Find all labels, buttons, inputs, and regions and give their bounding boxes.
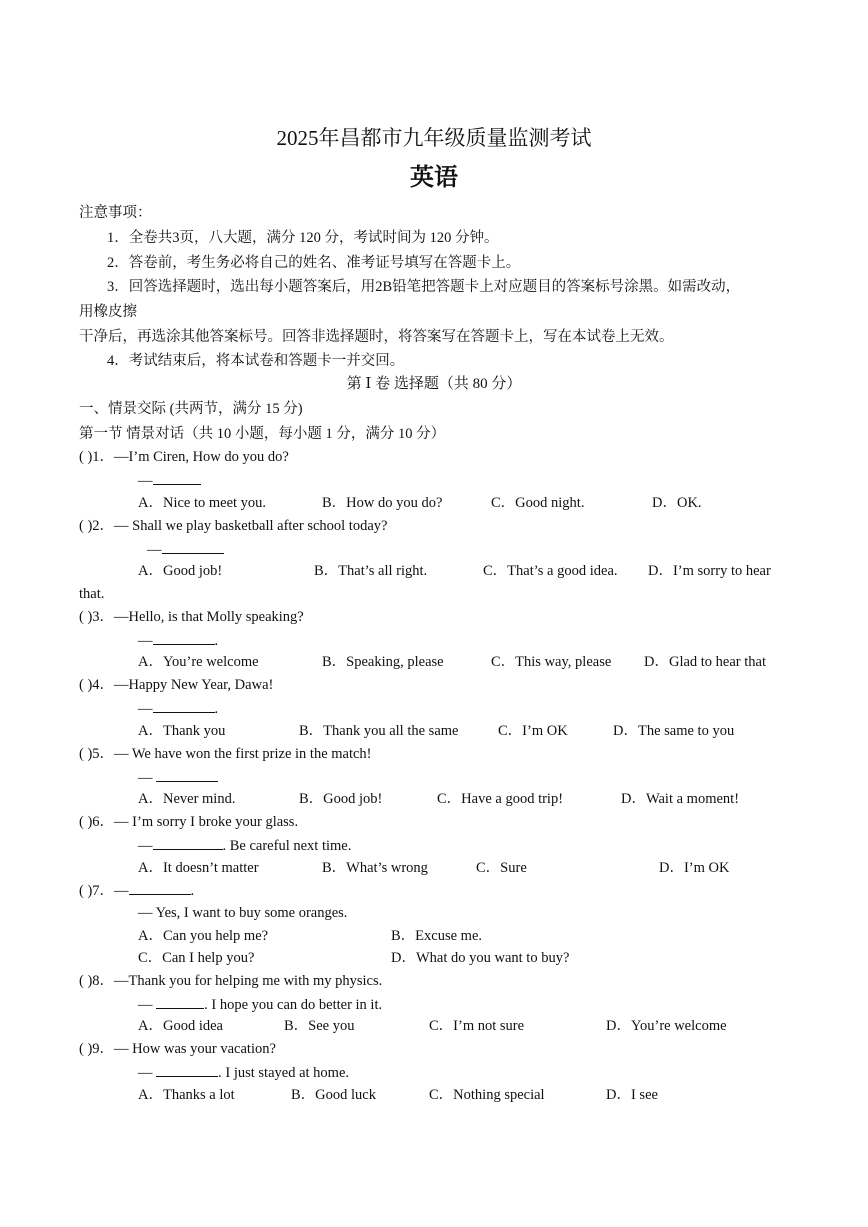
option-b[interactable]: B．That’s all right. — [314, 563, 428, 579]
option-c[interactable]: C．Sure — [476, 860, 527, 876]
reply-line: — . I hope you can do better in it. — [138, 994, 382, 1015]
option-b[interactable]: B．Good luck — [291, 1087, 376, 1103]
answer-blank — [153, 835, 223, 850]
answer-blank — [153, 470, 201, 485]
notes-heading: 注意事项： — [79, 205, 152, 221]
option-a[interactable]: A．Good job! — [138, 563, 223, 579]
reply-line: — . — [138, 698, 218, 719]
option-a[interactable]: A．You’re welcome — [138, 654, 259, 670]
option-a[interactable]: A．Thank you — [138, 723, 226, 739]
exam-title: 2025年昌都市九年级质量监测考试 — [276, 126, 592, 150]
option-d[interactable]: D．Wait a moment! — [621, 791, 740, 807]
option-b[interactable]: B．Speaking, please — [322, 654, 444, 670]
answer-paren[interactable]: ( )8．—Thank you for helping me with my physics. — [79, 973, 383, 989]
option-c[interactable]: C．I’m not sure — [429, 1018, 525, 1034]
part-heading: 一、情景交际 (共两节，满分 15 分) — [79, 401, 303, 417]
option-d[interactable]: D．You’re welcome — [606, 1018, 727, 1034]
option-b[interactable]: B．Thank you all the same — [299, 723, 459, 739]
option-c[interactable]: C．Have a good trip! — [437, 791, 564, 807]
answer-paren[interactable]: ( )9．— How was your vacation? — [79, 1041, 276, 1057]
subpart-heading: 第一节 情景对话（共 10 小题，每小题 1 分，满分 10 分） — [79, 426, 446, 442]
reply-line: — . Be careful next time. — [138, 835, 351, 856]
note-item: 干净后，再选涂其他答案标号。回答非选择题时，将答案写在答题卡上，写在本试卷上无效。 — [79, 329, 674, 345]
option-a[interactable]: A．Thanks a lot — [138, 1087, 235, 1103]
volume-heading: 第 Ⅰ 卷 选择题（共 80 分） — [346, 376, 522, 392]
option-c[interactable]: C．This way, please — [491, 654, 612, 670]
note-item: 3．回答选择题时，选出每小题答案后，用2B铅笔把答题卡上对应题目的答案标号涂黑。如需改动， — [107, 279, 741, 295]
answer-paren[interactable]: ( )4．—Happy New Year, Dawa! — [79, 677, 274, 693]
option-d[interactable]: D．What do you want to buy? — [391, 950, 570, 966]
answer-blank — [162, 539, 224, 554]
option-d[interactable]: D．I see — [606, 1087, 658, 1103]
answer-blank — [129, 880, 191, 895]
answer-paren[interactable]: ( )5．— We have won the first prize in the match! — [79, 746, 372, 762]
answer-blank — [153, 698, 215, 713]
option-wrap: that. — [79, 586, 105, 602]
option-d[interactable]: D．I’m OK — [659, 860, 730, 876]
option-c[interactable]: C．Good night. — [491, 495, 585, 511]
reply-line: — — [138, 767, 218, 788]
option-b[interactable]: B．What’s wrong — [322, 860, 428, 876]
answer-paren[interactable]: ( )7．— . — [79, 880, 194, 901]
note-item: 1．全卷共3页，八大题，满分 120 分，考试时间为 120 分钟。 — [107, 230, 499, 246]
note-item-wrap: 用橡皮擦 — [79, 304, 137, 320]
answer-paren[interactable]: ( )2．— Shall we play basketball after school today? — [79, 518, 388, 534]
answer-blank — [156, 994, 204, 1009]
option-b[interactable]: B．Excuse me. — [391, 928, 483, 944]
option-c[interactable]: C．Can I help you? — [138, 950, 255, 966]
reply-line: — Yes, I want to buy some oranges. — [138, 905, 348, 921]
option-c[interactable]: C．I’m OK — [498, 723, 568, 739]
option-a[interactable]: A．Never mind. — [138, 791, 236, 807]
option-b[interactable]: B．Good job! — [299, 791, 383, 807]
exam-subject: 英语 — [410, 163, 458, 191]
option-b[interactable]: B．See you — [284, 1018, 355, 1034]
reply-line: — — [138, 470, 201, 491]
option-c[interactable]: C．That’s a good idea. — [483, 563, 618, 579]
answer-paren[interactable]: ( )6．— I’m sorry I broke your glass. — [79, 814, 299, 830]
option-a[interactable]: A．Good idea — [138, 1018, 223, 1034]
note-item: 4．考试结束后，将本试卷和答题卡一并交回。 — [107, 353, 405, 369]
reply-line: — . I just stayed at home. — [138, 1062, 349, 1083]
option-d[interactable]: D．The same to you — [613, 723, 735, 739]
option-a[interactable]: A．Can you help me? — [138, 928, 269, 944]
option-d[interactable]: D．OK. — [652, 495, 702, 511]
option-d[interactable]: D．Glad to hear that — [644, 654, 767, 670]
option-b[interactable]: B．How do you do? — [322, 495, 443, 511]
note-item: 2．答卷前，考生务必将自己的姓名、准考证号填写在答题卡上。 — [107, 255, 521, 271]
option-d[interactable]: D．I’m sorry to hear — [648, 563, 771, 579]
option-a[interactable]: A．Nice to meet you. — [138, 495, 267, 511]
option-c[interactable]: C．Nothing special — [429, 1087, 545, 1103]
answer-blank — [153, 630, 215, 645]
answer-paren[interactable]: ( )1．—I’m Ciren, How do you do? — [79, 449, 289, 465]
answer-paren[interactable]: ( )3．—Hello, is that Molly speaking? — [79, 609, 304, 625]
reply-line: — — [147, 539, 224, 560]
answer-blank — [156, 767, 218, 782]
option-a[interactable]: A．It doesn’t matter — [138, 860, 259, 876]
answer-blank — [156, 1062, 218, 1077]
reply-line: — . — [138, 630, 218, 651]
